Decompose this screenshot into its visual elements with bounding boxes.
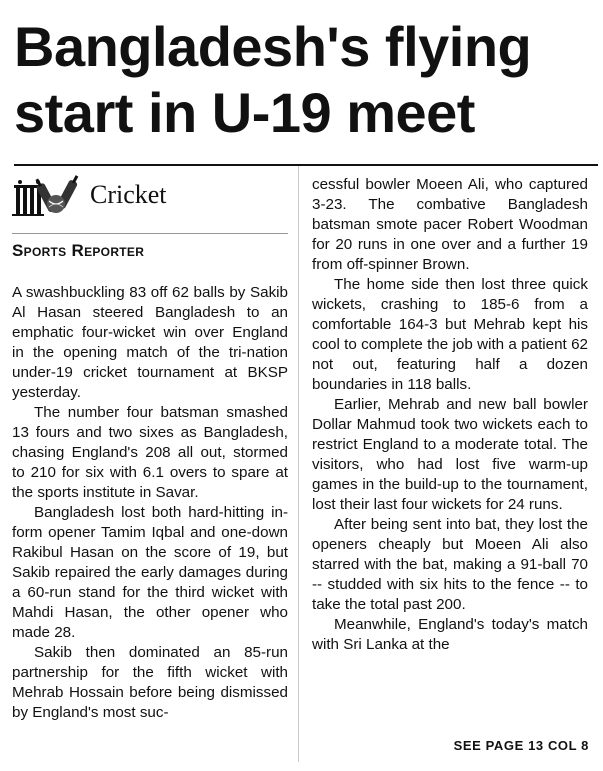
right-column	[312, 175, 588, 655]
paragraph: Bangladesh lost both hard-hitting in-form opener Tamim Iqbal and one-down Rakibul Hasan on the score of 19, but Sakib repaired the early damages during a 60-run stand for the third wicket with Mahdi Hasan, the other opener who made 28.	[12, 504, 288, 641]
paragraph: Earlier, Mehrab and new ball bowler Dollar Mahmud took two wickets each to restrict England to a moderate total. The visitors, who had lost five warm-up games in the build-up to the tournament, lost their last four wickets for 24 runs.	[312, 396, 588, 513]
byline-rule	[12, 233, 288, 234]
paragraph: Sakib then dominated an 85-run partnership for the fifth wicket with Mehrab Hossain before being dismissed by England's most suc-	[12, 644, 288, 721]
paragraph: The number four batsman smashed 13 fours and two sixes as Bangladesh, chasing England's 208 all out, stormed to 210 for six with 6.1 overs to spare at the sports institute in Savar.	[12, 404, 288, 501]
section-label: Cricket	[90, 180, 167, 209]
headline	[14, 14, 594, 146]
continuation-line: SEE PAGE 13 COL 8	[453, 738, 589, 753]
paragraph: Meanwhile, England's today's match with Sri Lanka at the	[312, 616, 588, 653]
paragraph: cessful bowler Moeen Ali, who captured 3-23. The combative Bangladesh batsman smote pacer Robert Woodman for 20 runs in one over and a further 19 from off-spinner Brown.	[312, 176, 588, 273]
byline: Sports Reporter	[12, 241, 145, 260]
left-column	[12, 283, 288, 723]
headline-rule	[14, 164, 598, 166]
paragraph: The home side then lost three quick wickets, crashing to 185-6 from a comfortable 164-3 but Mehrab kept his cool to complete the job with a patient 62 not out, featuring half a dozen boundaries in 118 balls.	[312, 276, 588, 393]
paragraph: After being sent into bat, they lost the openers cheaply but Moeen Ali also starred with the bat, making a 91-ball 70 -- studded with six hits to the fence -- to take the total past 200.	[312, 516, 588, 613]
headline-line-1: Bangladesh's flying	[14, 15, 532, 78]
headline-line-2: start in U-19 meet	[14, 81, 475, 144]
paragraph: A swashbuckling 83 off 62 balls by Sakib Al Hasan steered Bangladesh to an emphatic four-wicket win over England in the opening match of the tri-nation under-19 cricket tournament at BKSP yesterday.	[12, 284, 288, 401]
column-divider	[298, 166, 299, 762]
